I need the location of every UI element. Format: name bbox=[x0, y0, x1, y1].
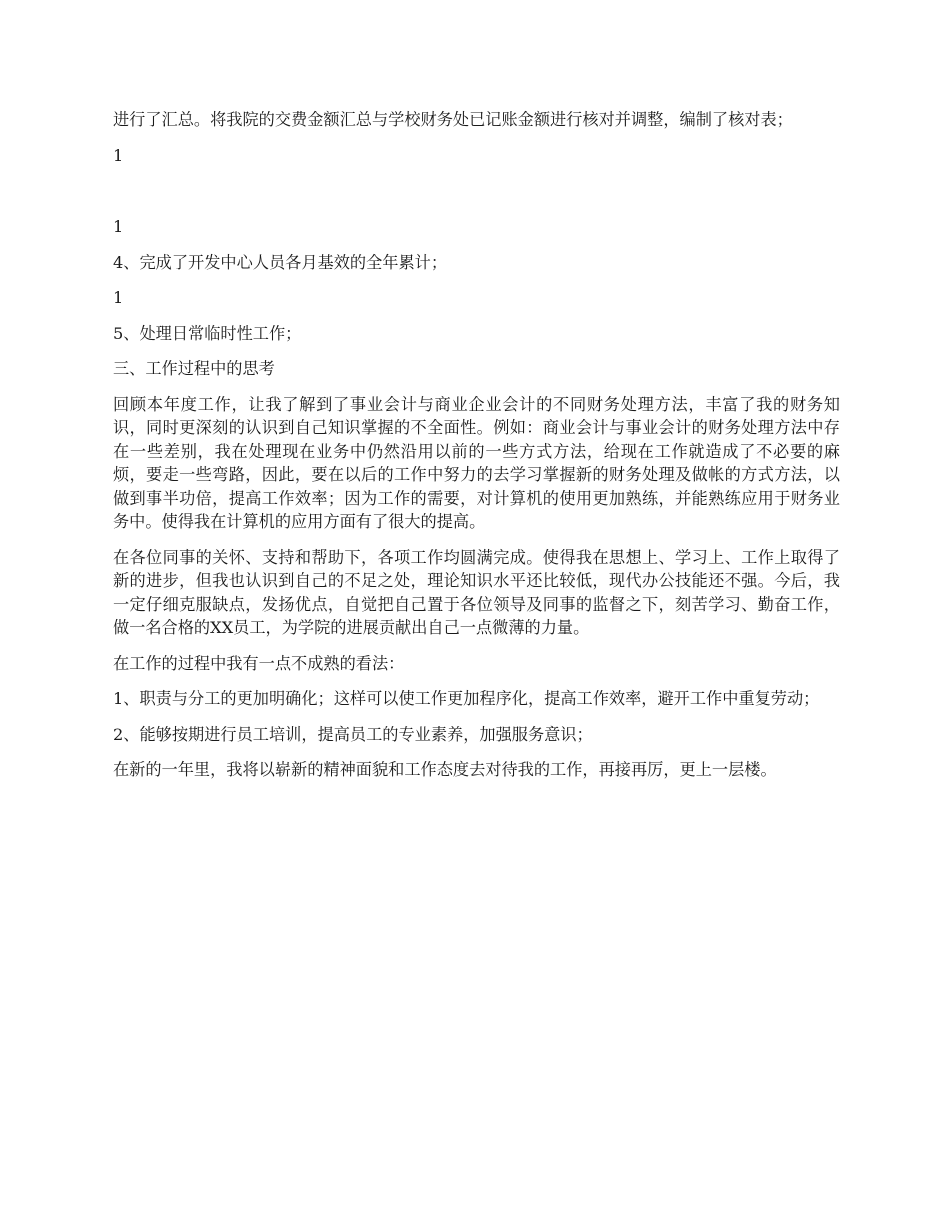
paragraph-number-marker: 1 bbox=[113, 145, 124, 165]
list-item-5: 5、处理日常临时性工作； bbox=[113, 323, 302, 343]
paragraph-review: 回顾本年度工作，让我了解到了事业会计与商业企业会计的不同财务处理方法，丰富了我的财务知识，同时更深刻的认识到自己知识掌握的不全面性。例如：商业会计与事业会计的财务处理方法中存在一些差别，我在处理现在业务中仍然沿用以前的一些方式方法，给现在工作就造成了不必要的麻烦，要走一些弯路，因此，要在以后的工作中努力的去学习掌握新的财务处理及做帐的方式方法，以做到事半功倍，提高工作效率；因为工作的需要，对计算机的使用更加熟练，并能熟练应用于财务业务中。使得我在计算机的应用方面有了很大的提高。 bbox=[113, 394, 840, 531]
paragraph-opinion-intro: 在工作的过程中我有一点不成熟的看法： bbox=[113, 653, 405, 673]
paragraph-thanks: 在各位同事的关怀、支持和帮助下，各项工作均圆满完成。使得我在思想上、学习上、工作上取得了新的进步，但我也认识到自己的不足之处，理论知识水平还比较低，现代办公技能还不强。今后，我一定仔细克服缺点，发扬优点，自觉把自己置于各位领导及同事的监督之下，刻苦学习、勤奋工作，做一名合格的XX员工，为学院的进展贡献出自己一点微薄的力量。 bbox=[113, 547, 840, 637]
paragraph-number-marker: 1 bbox=[113, 217, 124, 236]
paragraph-number-marker: 1 bbox=[113, 288, 124, 307]
document-body bbox=[113, 108, 840, 794]
opinion-item-2: 2、能够按期进行员工培训，提高员工的专业素养，加强服务意识； bbox=[113, 724, 593, 744]
opinion-item-1: 1、职责与分工的更加明确化；这样可以使工作更加程序化，提高工作效率，避开工作中重复劳动； bbox=[113, 689, 820, 708]
paragraph-summary-continuation: 进行了汇总。将我院的交费金额汇总与学校财务处已记账金额进行核对并调整，编制了核对表； bbox=[113, 110, 793, 129]
paragraph-closing: 在新的一年里，我将以崭新的精神面貌和工作态度去对待我的工作，再接再厉，更上一层楼。 bbox=[113, 760, 777, 779]
section-heading: 三、工作过程中的思考 bbox=[113, 359, 275, 378]
list-item-4: 4、完成了开发中心人员各月基效的全年累计； bbox=[113, 252, 448, 272]
